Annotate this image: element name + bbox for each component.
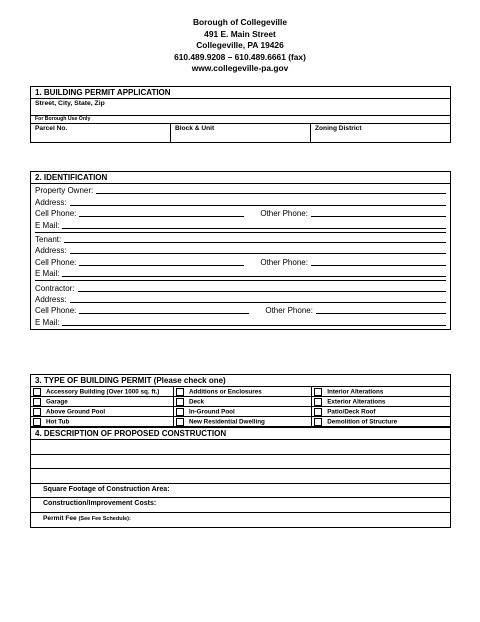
owner-other-phone-input[interactable] <box>311 208 446 217</box>
website: www.collegeville-pa.gov <box>191 63 289 74</box>
section1-title: 1. BUILDING PERMIT APPLICATION <box>31 87 450 99</box>
permit-type-row <box>31 417 450 427</box>
owner-input[interactable] <box>96 185 446 194</box>
owner-address-input[interactable] <box>70 197 446 206</box>
tenant-cell-label: Cell Phone: <box>35 257 77 267</box>
square-footage-field[interactable] <box>31 484 450 499</box>
tenant-group <box>35 233 446 282</box>
checkbox[interactable] <box>176 408 184 416</box>
address-field[interactable] <box>31 99 450 116</box>
checkbox[interactable] <box>33 408 41 416</box>
owner-address-label: Address: <box>35 197 67 207</box>
construction-costs-field[interactable] <box>31 498 450 513</box>
permit-fee-label: Permit Fee <box>43 514 77 522</box>
owner-other-phone-label: Other Phone: <box>260 209 308 219</box>
section3-title: 3. TYPE OF BUILDING PERMIT (Please check one) <box>31 375 450 387</box>
address-label: Street, City, State, Zip <box>35 100 105 107</box>
owner-group <box>35 184 446 233</box>
checkbox[interactable] <box>176 398 184 406</box>
contractor-address-label: Address: <box>35 294 67 304</box>
section4-title: 4. DESCRIPTION OF PROPOSED CONSTRUCTION <box>31 427 450 440</box>
section-building-permit <box>30 86 451 143</box>
fee-schedule-note: (See Fee Schedule): <box>78 515 131 522</box>
option-demolition[interactable]: Demolition of Structure <box>312 417 450 427</box>
option-garage[interactable]: Garage <box>31 397 173 407</box>
owner-cell-input[interactable] <box>79 208 244 217</box>
tenant-label: Tenant: <box>35 234 62 244</box>
option-hot-tub[interactable]: Hot Tub <box>31 417 173 427</box>
checkbox[interactable] <box>314 408 322 416</box>
checkbox[interactable] <box>176 388 184 396</box>
city-state-zip: Collegeville, PA 19426 <box>196 40 284 51</box>
tenant-other-phone-label: Other Phone: <box>260 257 308 267</box>
owner-email-input[interactable] <box>62 220 446 229</box>
block-label: Block & Unit <box>175 125 215 132</box>
permit-type-row <box>31 397 450 407</box>
square-footage-label: Square Footage of Construction Area: <box>43 485 170 493</box>
block-field[interactable] <box>170 124 310 142</box>
permit-fee-field[interactable] <box>31 513 450 528</box>
checkbox[interactable] <box>33 418 41 426</box>
tenant-address-input[interactable] <box>70 245 446 254</box>
owner-label: Property Owner: <box>35 186 94 196</box>
contractor-label: Contractor: <box>35 283 75 293</box>
borough-header <box>0 17 480 75</box>
tenant-other-phone-input[interactable] <box>311 257 446 266</box>
permit-type-table <box>31 387 450 427</box>
section-permit-type <box>30 374 451 528</box>
tenant-cell-input[interactable] <box>79 257 244 266</box>
phone-fax: 610.489.9208 – 610.489.6661 (fax) <box>174 51 306 62</box>
zoning-label: Zoning District <box>315 125 362 132</box>
checkbox[interactable] <box>33 388 41 396</box>
parcel-field[interactable] <box>31 124 170 142</box>
contractor-address-input[interactable] <box>70 294 446 303</box>
tenant-email-input[interactable] <box>62 268 446 277</box>
tenant-address-label: Address: <box>35 246 67 256</box>
option-interior-alterations[interactable]: Interior Alterations <box>312 387 450 397</box>
permit-type-row <box>31 387 450 397</box>
owner-email-label: E Mail: <box>35 220 60 230</box>
contractor-other-phone-label: Other Phone: <box>265 306 313 316</box>
owner-cell-label: Cell Phone: <box>35 209 77 219</box>
section-identification <box>30 171 451 330</box>
tenant-email-label: E Mail: <box>35 269 60 279</box>
description-line[interactable] <box>31 469 450 484</box>
contractor-email-label: E Mail: <box>35 317 60 327</box>
contractor-cell-label: Cell Phone: <box>35 306 77 316</box>
description-line[interactable] <box>31 440 450 455</box>
borough-use-label: For Borough Use Only <box>31 116 450 124</box>
tenant-input[interactable] <box>64 234 446 243</box>
contractor-other-phone-input[interactable] <box>316 305 446 314</box>
checkbox[interactable] <box>314 418 322 426</box>
construction-costs-label: Construction/Improvement Costs: <box>43 500 157 507</box>
contractor-group <box>35 281 446 329</box>
option-additions[interactable]: Additions or Enclosures <box>173 387 311 397</box>
option-in-ground-pool[interactable]: In-Ground Pool <box>173 407 311 417</box>
parcel-row <box>31 124 450 142</box>
option-accessory-building[interactable]: Accessory Building (Over 1000 sq. ft.) <box>31 387 173 397</box>
contractor-email-input[interactable] <box>62 317 446 326</box>
section2-title: 2. IDENTIFICATION <box>31 172 450 184</box>
contractor-input[interactable] <box>78 283 446 292</box>
parcel-label: Parcel No. <box>35 125 68 132</box>
option-above-ground-pool[interactable]: Above Ground Pool <box>31 407 173 417</box>
description-line[interactable] <box>31 455 450 470</box>
zoning-field[interactable] <box>310 124 450 142</box>
option-new-residential-dwelling[interactable]: New Residential Dwelling <box>173 417 311 427</box>
option-deck[interactable]: Deck <box>173 397 311 407</box>
contractor-cell-input[interactable] <box>79 305 249 314</box>
checkbox[interactable] <box>314 398 322 406</box>
checkbox[interactable] <box>33 398 41 406</box>
option-exterior-alterations[interactable]: Exterior Alterations <box>312 397 450 407</box>
checkbox[interactable] <box>176 418 184 426</box>
permit-type-row <box>31 407 450 417</box>
checkbox[interactable] <box>314 388 322 396</box>
street-address: 491 E. Main Street <box>204 28 276 39</box>
option-patio-deck-roof[interactable]: Patio/Deck Roof <box>312 407 450 417</box>
borough-name: Borough of Collegeville <box>193 17 287 27</box>
